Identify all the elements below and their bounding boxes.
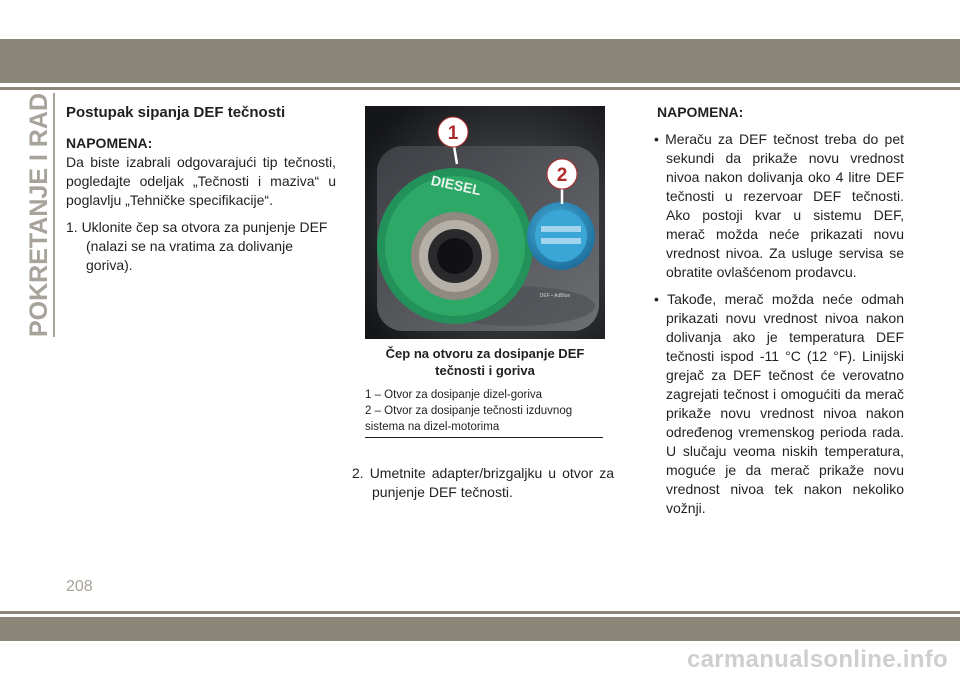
note-text: Da biste izabrali odgovarajući tip tečnosti, pogledajte odeljak „Tečnosti i maziva“ u poglavlju „Tehničke specifikacije“. [66,154,336,208]
legend-item-2: 2 – Otvor za dosipanje tečnosti izduvnog sistema na dizel-motorima [365,405,573,433]
note-bullet-2: • Takođe, merač možda neće odmah prikazati novu vrednost nivoa nakon dolivanja ako je temperatura DEF tečnosti ispod -11 °C (12 °F). Linijski grejač za DEF tečnost će verovatno zagrejati tečnost i omogućiti da merač prikaže novu vrednost nivoa nakon određenog vremenskog perioda rada. U slučaju veoma niskih temperatura, moguće je da merač prikaže novu vrednost nivoa tek nakon nekoliko vožnji. [654,291,904,516]
fuel-door-photo [365,106,605,339]
legend-rule [365,437,603,438]
cap-label: DIESEL [429,172,483,199]
section-heading: Postupak sipanja DEF tečnosti [66,104,286,121]
note-label-2: NAPOMENA: [657,104,744,120]
header-rule [0,87,960,90]
note-label: NAPOMENA: [66,135,153,151]
footer-band [0,617,960,641]
watermark: carmanualsonline.info [686,646,948,673]
def-label: DEF • AdBlue [539,293,571,299]
left-column [66,103,336,275]
legend-item-1: 1 – Otvor za dosipanje dizel-goriva [365,389,543,401]
section-tab [22,92,58,338]
page-number: 208 [66,578,93,595]
callout-1: 1 [447,123,459,144]
section-tab-label: POKRETANJE I RAD [25,92,54,338]
figure-legend [365,387,605,435]
step-2: 2. Umetnite adapter/brizgaljku u otvor za punjenje DEF tečnosti. [352,465,614,500]
footer-rule [0,611,960,614]
fuel-door-illustration [365,106,605,339]
step-1: 1. Uklonite čep sa otvora za punjenje DEF (nalazi se na vratima za dolivanje goriva). [66,219,328,273]
right-column [654,103,904,526]
note-bullet-text: Meraču za DEF tečnost treba do pet sekundi da prikaže novu vrednost nivoa nakon dolivanja oko 4 litre DEF tečnosti u rezervoar DEF tečnosti. Ako postoji kvar u sistemu DEF, merač možda neće prikazati novu vrednost nivoa. Za usluge servisa se obratite ovlašćenom prodavcu. [665,131,904,280]
header-band [0,39,960,83]
note-bullet-1: • Meraču za DEF tečnost treba do pet sekundi da prikaže novu vrednost nivoa nakon dolivanja oko 4 litre DEF tečnosti u rezervoar DEF tečnosti. Ako postoji kvar u sistemu DEF, merač možda neće prikazati novu vrednost nivoa. Za usluge servisa se obratite ovlašćenom prodavcu. [654,131,904,280]
callout-2: 2 [556,165,568,186]
figure-caption: Čep na otvoru za dosipanje DEF tečnosti i goriva [385,346,585,378]
note-bullet-text: Takođe, merač možda neće odmah prikazati novu vrednost nivoa nakon dolivanja ako je temperatura DEF tečnosti ispod -11 °C (12 °F). Linijski grejač za DEF tečnost će verovatno zagrejati tečnost i omogućiti da merač prikaže novu vrednost nivoa nakon određenog vremenskog perioda rada. U slučaju veoma niskih temperatura, moguće je da merač prikaže novu vrednost nivoa tek nakon nekoliko vožnji. [666,291,904,516]
